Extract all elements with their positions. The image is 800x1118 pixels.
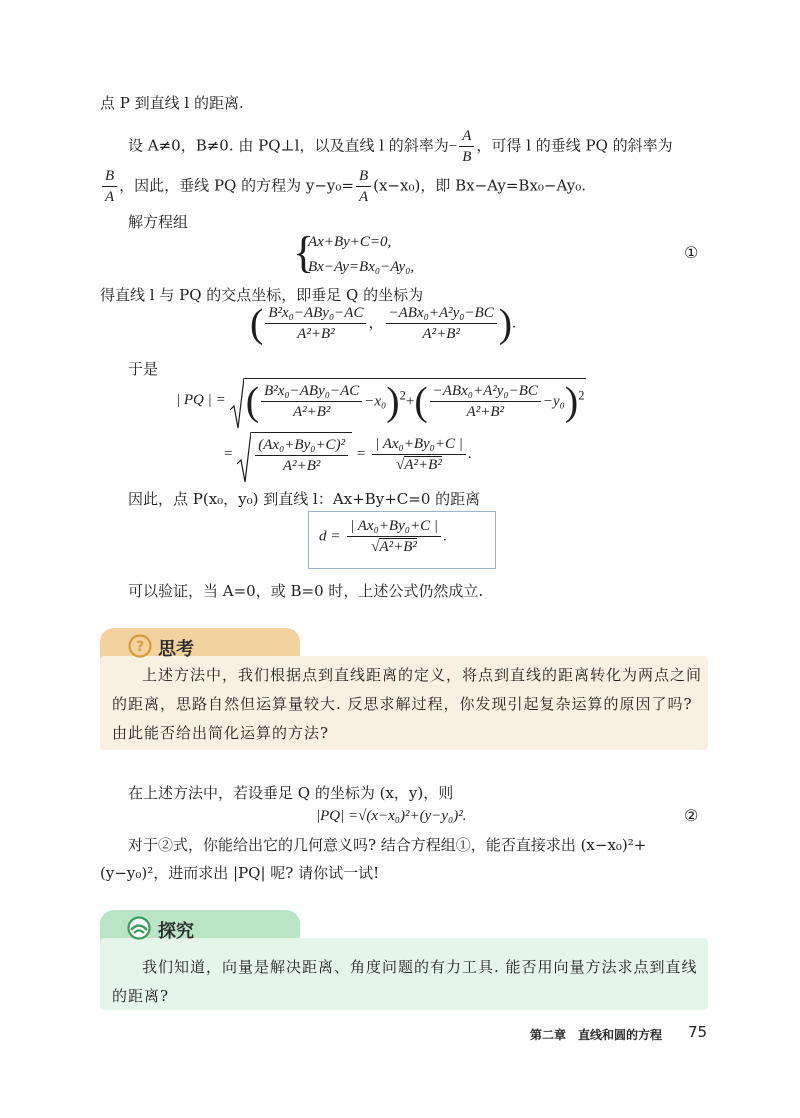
equation-number-1: ① <box>684 243 699 262</box>
pq-formula-1: | PQ | = ( $\frac{\text{B²x₀−ABy₀−AC}}{\text{A²+B²}}$ −x₀)$^2$+( $\frac{\text{−ABx₀+A²y₀−BC}}{\text{A²+B²}}$ −y₀)$^2$ <box>176 378 586 430</box>
chapter-footer: 第二章 直线和圆的方程 <box>530 1028 663 1042</box>
fraction-distance: $\frac{\text{| Ax₀+By₀+C |}}{\text{√A²+B²}}$ <box>347 516 441 557</box>
text-line-2: 设 A≠0，B≠0. 由 PQ⊥l，以及直线 l 的斜率为− $\frac{A}{B}$ ，可得 l 的垂线 PQ 的斜率为 <box>128 128 673 165</box>
text-line-7: 因此，点 P(x₀，y₀) 到直线 l：Ax+By+C=0 的距离 <box>128 490 481 508</box>
fraction-b-over-a: $\frac{B}{A}$ <box>102 166 117 207</box>
explore-text: 我们知道，向量是解决距离、角度问题的有力工具. 能否用向量方法求点到直线的距离? <box>112 958 698 1005</box>
svg-text:?: ? <box>135 639 145 655</box>
fraction-b-over-a-2: $\frac{B}{A}$ <box>356 166 371 207</box>
radical-icon <box>230 378 244 430</box>
foot-q-coordinates: ( $\frac{\text{B²x₀−ABy₀−AC}}{\text{A²+B²}}$ ， $\frac{\text{−ABx₀+A²y₀−BC}}{\text{A²+B²}}$ ). <box>250 300 516 346</box>
question-icon <box>128 634 152 658</box>
fraction-neg-a-over-b: $\frac{A}{B}$ <box>459 126 474 167</box>
fraction-pq-4: $\frac{\text{| Ax₀+By₀+C |}}{\text{√A²+B²}}$ <box>372 434 466 475</box>
text-line-1: 点 P 到直线 l 的距离. <box>100 94 244 112</box>
text-line-3b: (x−x₀)，即 Bx−Ay=Bx₀−Ay₀. <box>373 176 586 195</box>
text-line-5: 得直线 l 与 PQ 的交点坐标，即垂足 Q 的坐标为 <box>100 286 424 304</box>
sqrt-sign-1: ( $\frac{\text{B²x₀−ABy₀−AC}}{\text{A²+B²}}$ −x₀)$^2$+( $\frac{\text{−ABx₀+A²y₀−BC}}{\text{A²+B²}}$ −y₀)$^2$ <box>230 378 587 422</box>
text-line-2b: ，可得 l 的垂线 PQ 的斜率为 <box>476 136 673 155</box>
fraction-qy: $\frac{\text{−ABx₀+A²y₀−BC}}{\text{A²+B²}}$ <box>386 303 497 344</box>
think-title: 思考 <box>158 639 194 660</box>
fraction-pq-2: $\frac{\text{−ABx₀+A²y₀−BC}}{\text{A²+B²}}$ <box>430 381 541 422</box>
fraction-qx: $\frac{\text{B²x₀−ABy₀−AC}}{\text{A²+B²}}$ <box>265 303 366 344</box>
text-after-3: 对于②式，你能给出它的几何意义吗? 结合方程组①，能否直接求出 (x−x₀)²+ <box>128 836 647 854</box>
text-line-2a: 设 A≠0，B≠0. 由 PQ⊥l，以及直线 l 的斜率为 <box>128 136 449 155</box>
radical-icon <box>237 432 251 484</box>
text-line-6: 于是 <box>128 360 159 378</box>
text-line-8: 可以验证，当 A=0，或 B=0 时，上述公式仍然成立. <box>128 582 484 600</box>
sqrt-sign-2 <box>237 432 352 476</box>
explore-title: 探究 <box>158 921 194 942</box>
page-number: 75 <box>688 1023 708 1041</box>
system-eq-1: Ax+By+C=0, <box>308 234 392 250</box>
text-line-4: 解方程组 <box>128 213 189 231</box>
think-text: 上述方法中，我们根据点到直线距离的定义，将点到直线的距离转化为两点之间的距离，思路自然但运算量较大. 反思求解过程，你发现引起复杂运算的原因了吗? 由此能否给出简化运算的方法? <box>112 666 703 742</box>
text-line-3a: ，因此，垂线 PQ 的方程为 y−y₀= <box>119 176 354 195</box>
explore-icon <box>126 916 152 940</box>
fraction-pq-1: $\frac{\text{B²x₀−ABy₀−AC}}{\text{A²+B²}}$ <box>261 381 362 422</box>
fraction-pq-3: $\frac{\text{(Ax₀+By₀+C)²}}{\text{A²+B²}}$ <box>255 435 348 476</box>
text-line-3 <box>100 166 586 216</box>
text-after-2: |PQ| =√(x−x₀)²+(y−y₀)². <box>316 808 467 824</box>
text-after-4: (y−y₀)²，进而求出 |PQ| 呢? 请你试一试! <box>100 864 380 882</box>
system-eq-2: Bx−Ay=Bx₀−Ay₀, <box>308 259 415 275</box>
equation-number-2: ② <box>684 806 699 825</box>
text-after-1: 在上述方法中，若设垂足 Q 的坐标为 (x，y)，则 <box>128 784 454 802</box>
pq-formula-2: = $\frac{\text{(Ax₀+By₀+C)²}}{\text{A²+B²}}$ = $\frac{\text{| Ax₀+By₀+C |}}{\text{√A²+B²}}$ . <box>224 432 472 484</box>
system-brace: { <box>293 228 315 277</box>
distance-formula-box: d = $\frac{\text{| Ax₀+By₀+C |}}{\text{√A²+B²}}$ . <box>308 511 496 569</box>
